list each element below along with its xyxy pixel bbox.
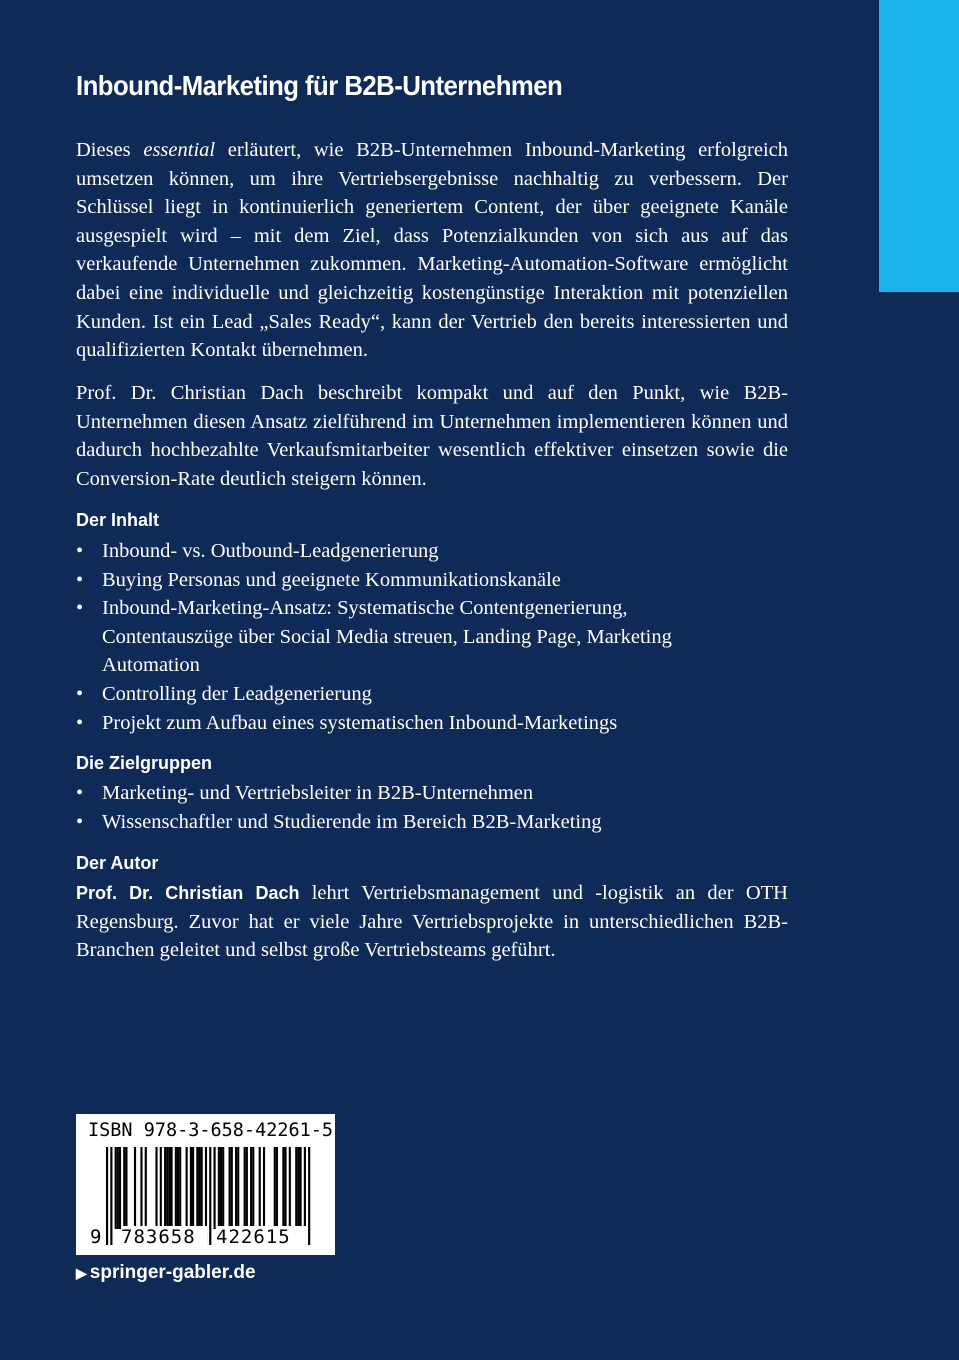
bullet-icon: • [76,682,84,705]
barcode-bar [263,1147,265,1229]
barcode-bar [119,1147,121,1229]
website-label: springer-gabler.de [89,1262,256,1283]
barcode-bar [300,1147,302,1229]
barcode-bar [155,1147,157,1229]
ean-first-digit: 9 [90,1226,102,1248]
barcode-bar [244,1147,246,1229]
author-paragraph [76,879,788,965]
description-emphasis: essential [143,139,216,161]
barcode-bar [190,1147,192,1229]
barcode-bar [171,1147,173,1229]
list-item-text: Inbound-Marketing-Ansatz: Systematische Contentgenerierung, Contentauszüge über Social Media streuen, Landing Page, Marketing Automation [102,597,672,677]
ean-right-group: 422615 [216,1226,306,1248]
barcode-bar [295,1147,297,1229]
list-item [76,680,796,709]
author-name: Prof. Dr. Christian Dach [76,883,300,903]
barcode-bar [177,1147,179,1229]
bullet-icon: • [76,782,84,804]
barcode-bar [229,1147,231,1229]
list-item-text: Projekt zum Aufbau eines systematischen Inbound-Marketings [102,711,618,734]
list-item-text: Marketing- und Vertriebsleiter in B2B-Unternehmen [102,782,534,804]
ean-left-group: 783658 [121,1226,207,1248]
triangle-right-icon: ▶ [76,1265,87,1281]
barcode-bar [160,1147,162,1229]
bullet-icon: • [76,810,84,833]
barcode-bar [235,1147,237,1229]
bullet-icon: • [76,540,84,562]
barcode-bar [164,1147,166,1229]
barcode-bar [214,1147,216,1229]
barcode-bar [125,1147,127,1229]
barcode-bar [175,1147,177,1229]
barcode-bar [297,1147,299,1229]
list-item [76,779,796,808]
cyan-accent-bar [879,0,959,292]
heading-autor: Der Autor [76,853,159,873]
list-item [76,537,796,566]
barcode-bar [274,1147,276,1229]
barcode-bar [237,1147,239,1229]
barcode-bar [246,1147,248,1229]
list-item-text: Buying Personas und geeignete Kommunikationskanäle [102,568,561,591]
list-item [76,594,796,680]
isbn-number: ISBN 978-3-658-42261-5 [88,1120,334,1141]
list-item [76,808,796,837]
description-text-rest: erläutert, wie B2B-Unternehmen Inbound-Marketing erfolgreich umsetzen können, um ihre Vertriebsergebnisse nachhaltig zu verbessern. Der Schlüssel liegt in kontinuierlich generiertem Content, der über geeignete Kanäle ausgespielt wird – mit dem Ziel, dass Potenzialkunden von sich aus auf das verkaufende Unternehmen zukommen. Marketing-Automation-Software ermöglicht dabei eine individuelle und gleichzeitig kostengünstige Interaktion mit potenziellen Kunden. Ist ein Lead „Sales Ready“, kann der Vertrieb den bereits interessierten und qualifizierten Kontakt übernehmen. [76,139,788,362]
barcode-bar [115,1147,117,1229]
description-text-start: Dieses [76,139,144,161]
barcode-bar [250,1147,252,1229]
description-paragraph-2: Prof. Dr. Christian Dach beschreibt kompakt und auf den Punkt, wie B2B-Unternehmen diesen Ansatz zielführend im Unternehmen implementieren können und dadurch hochbezahlte Verkaufsmitarbeiter wesentlich effektiver einsetzen sowie die Conversion-Rate deutlich steigern können. [76,382,788,490]
author-bio: lehrt Vertriebsmanagement und -logistik an der OTH Regensburg. Zuvor hat er viele Jahre Vertriebsprojekte in unterschiedlichen B2B-Branchen geleitet und selbst große Vertriebsteams geführt. [76,882,788,962]
barcode-bar [201,1147,203,1229]
barcode-bar [220,1147,222,1229]
list-item-text: Inbound- vs. Outbound-Leadgenerierung [102,540,439,562]
description-paragraph-1 [76,136,788,365]
barcode-bar [166,1147,168,1229]
list-item-text: Controlling der Leadgenerierung [102,682,372,705]
list-item [76,566,796,595]
barcode-bar [222,1147,224,1229]
list-item [76,709,796,738]
barcode-bar [231,1147,233,1229]
barcode-bar [117,1147,119,1229]
barcode-bar [289,1147,291,1229]
barcode-bar [186,1147,188,1229]
bullet-icon: • [76,568,84,591]
barcode-bar [196,1147,198,1229]
barcode-bar [145,1147,147,1229]
barcode-bar [284,1147,286,1229]
list-item-text: Wissenschaftler und Studierende im Bereich B2B-Marketing [102,810,602,833]
bullet-icon: • [76,597,84,620]
bullet-icon: • [76,711,84,734]
barcode-bar [259,1147,261,1229]
barcode-bar [218,1147,220,1229]
barcode-bar [276,1147,278,1229]
list-zielgruppen [76,779,796,836]
book-title: Inbound-Marketing für B2B-Unternehmen [76,70,563,101]
barcode-bar [282,1147,284,1229]
heading-inhalt: Der Inhalt [76,510,160,530]
ean-digits [76,1226,335,1250]
barcode-bar [168,1147,170,1229]
barcode-bar [252,1147,254,1229]
barcode-bar [140,1147,142,1229]
barcode-bar [192,1147,194,1229]
publisher-website[interactable] [76,1262,256,1284]
barcode-bar [134,1147,136,1229]
heading-zielgruppen: Die Zielgruppen [76,753,213,773]
barcode-bar [179,1147,181,1229]
barcode-bar [123,1147,125,1229]
barcode-bar [198,1147,200,1229]
list-inhalt [76,537,796,737]
isbn-barcode [76,1114,335,1255]
